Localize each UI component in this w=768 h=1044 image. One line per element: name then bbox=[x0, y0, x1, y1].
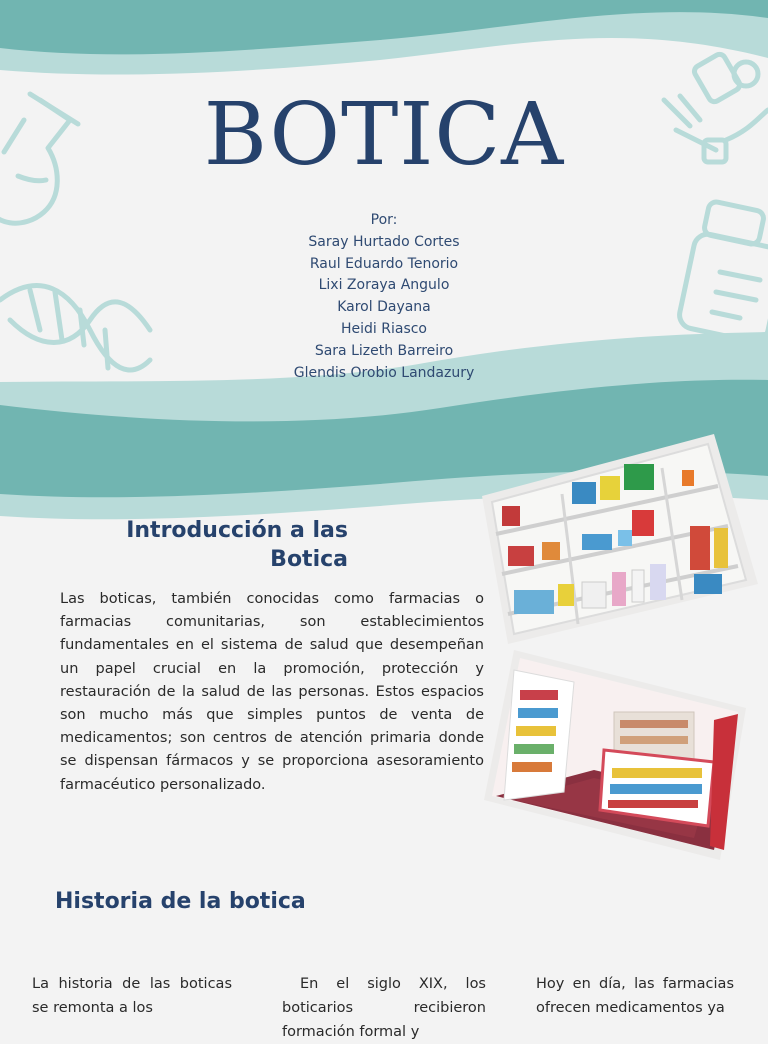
page-title: BOTICA bbox=[203, 85, 565, 185]
author-name: Glendis Orobio Landazury bbox=[293, 364, 475, 381]
authors-label: Por: bbox=[370, 212, 398, 228]
author-name: Sara Lizeth Barreiro bbox=[314, 342, 454, 359]
authors-list bbox=[0, 210, 768, 384]
pharmacy-shelves-photo bbox=[482, 434, 758, 644]
intro-paragraph: Las boticas, también conocidas como farmacias o farmacias comunitarias, son establecimientos fundamentales en el sistema de salud que desempeñan un papel crucial en la promoción, protección y restauración de la salud de las personas. Estos espacios son mucho más que simples puntos de venta de medicamentos; son centros de atención primaria donde se dispensan fármacos y se proporciona asesoramiento farmacéutico personalizado. bbox=[60, 591, 484, 793]
history-column-1: La historia de las boticas se remonta a los bbox=[32, 976, 232, 1016]
intro-heading bbox=[112, 516, 348, 574]
author-name: Lixi Zoraya Angulo bbox=[318, 277, 450, 294]
pharmacy-interior-photo bbox=[484, 650, 748, 860]
author-name: Saray Hurtado Cortes bbox=[308, 233, 460, 250]
history-column-2: En el siglo XIX, los boticarios recibieron formación formal y bbox=[282, 976, 486, 1040]
intro-heading-line1: Introducción a las bbox=[126, 518, 348, 543]
author-name: Raul Eduardo Tenorio bbox=[309, 255, 459, 272]
history-heading: Historia de la botica bbox=[55, 889, 306, 914]
author-name: Heidi Riasco bbox=[340, 320, 427, 337]
intro-heading-line2: Botica bbox=[270, 547, 348, 572]
author-name: Karol Dayana bbox=[337, 299, 431, 316]
history-column-3: Hoy en día, las farmacias ofrecen medicamentos ya bbox=[536, 976, 734, 1016]
